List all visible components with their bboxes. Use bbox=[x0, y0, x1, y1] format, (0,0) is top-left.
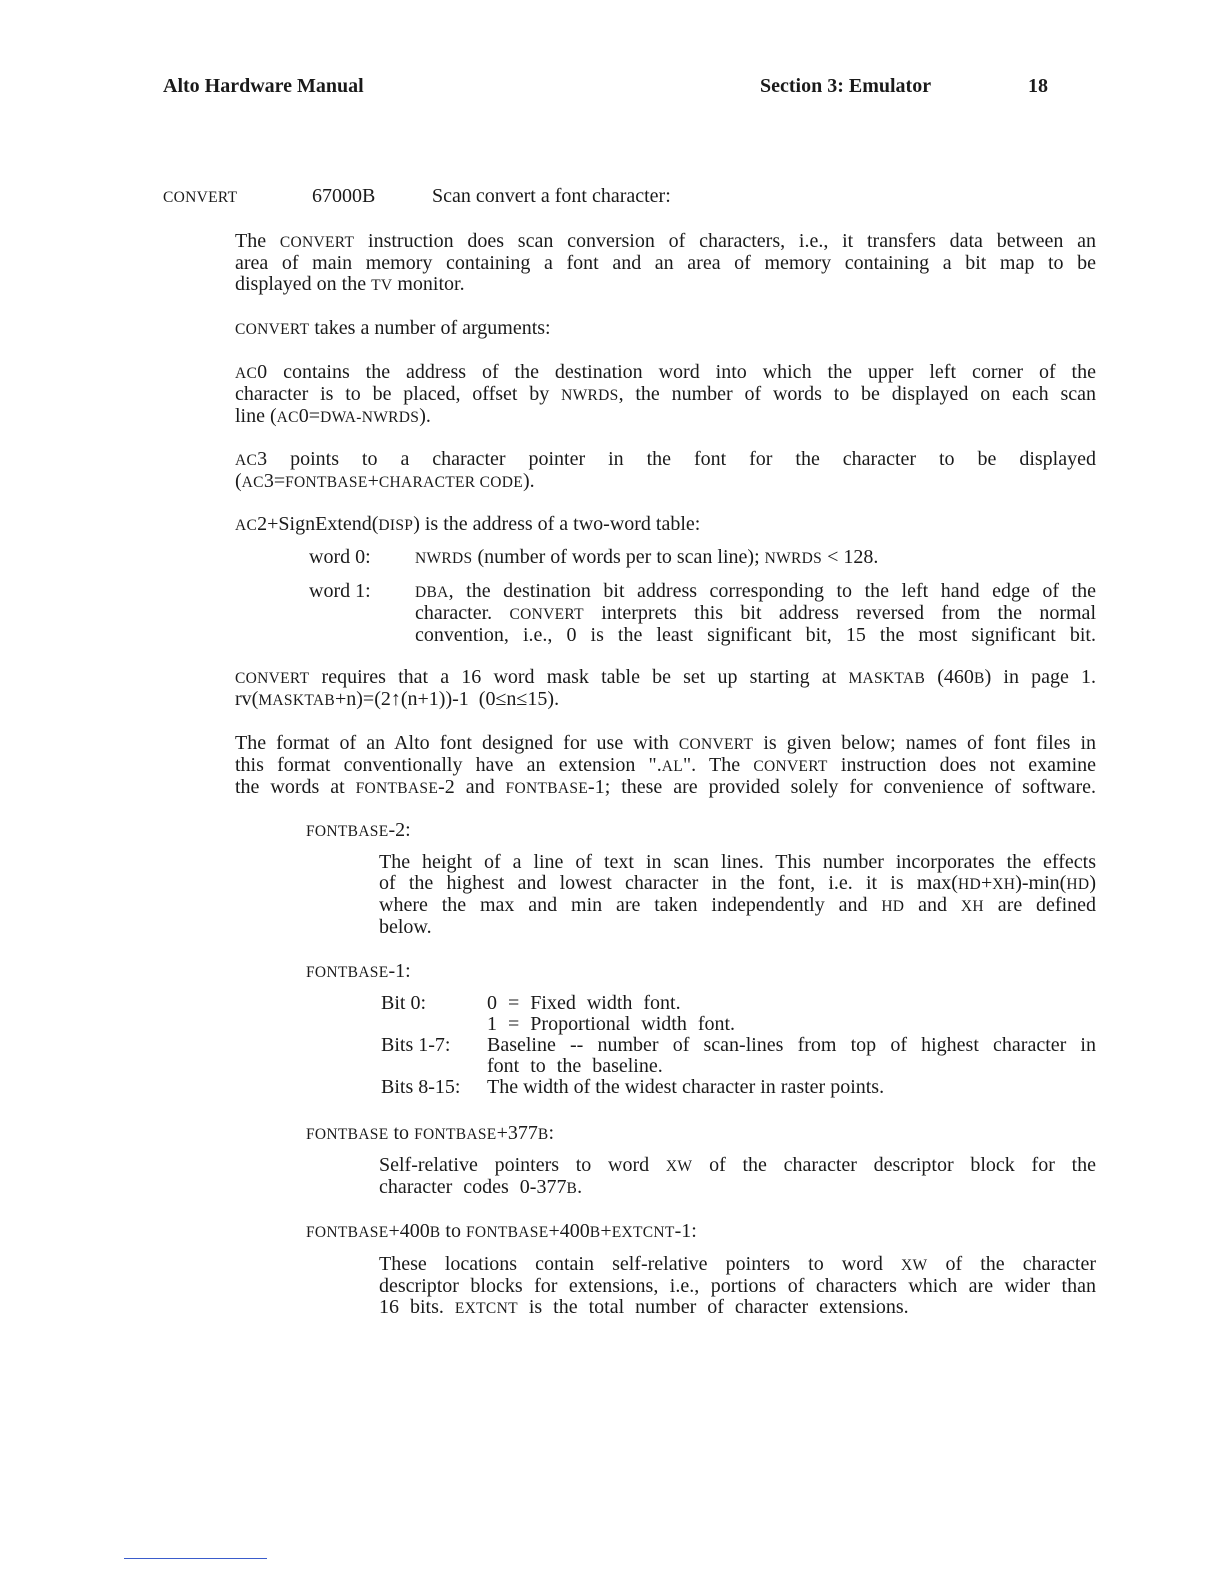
text-line: The CONVERT instruction does scan conversion of characters, i.e., it transfers data between an bbox=[235, 230, 1096, 252]
text-line: The format of an Alto font designed for use with CONVERT is given below; names of font files in bbox=[235, 732, 1097, 754]
text-line: character is to be placed, offset by NWRDS, the number of words to be displayed on each scan bbox=[235, 383, 1096, 405]
text-line: DBA, the destination bit address corresponding to the left hand edge of the bbox=[415, 580, 1096, 602]
text-line: character. CONVERT interprets this bit address reversed from the normal bbox=[415, 602, 1096, 624]
text-line: the words at FONTBASE-2 and FONTBASE-1; these are provided solely for convenience of software. bbox=[235, 776, 1096, 798]
text-line: Self-relative pointers to word XW of the character descriptor block for the bbox=[379, 1154, 1097, 1176]
fontbase-pointers-heading: FONTBASE to FONTBASE+377B: bbox=[306, 1122, 555, 1144]
text-line: of the highest and lowest character in the font, i.e. it is max(HD+XH)-min(HD) bbox=[379, 872, 1096, 894]
fontbase-extensions-heading: FONTBASE+400B to FONTBASE+400B+EXTCNT-1: bbox=[306, 1220, 697, 1242]
text-line: 16 bits. EXTCNT is the total number of character extensions. bbox=[379, 1296, 909, 1318]
bits1-7-description bbox=[487, 1035, 1096, 1077]
text-line: AC3 points to a character pointer in the font for the character to be displayed bbox=[235, 448, 1096, 470]
instruction-code bbox=[312, 186, 375, 207]
text-line: These locations contain self-relative pointers to word XW of the character bbox=[379, 1253, 1096, 1275]
text-line: AC0 contains the address of the destination word into which the upper left corner of the bbox=[235, 361, 1096, 383]
bits8-15-label: Bits 8-15: bbox=[381, 1076, 461, 1098]
paragraph-arguments: CONVERT takes a number of arguments: bbox=[235, 317, 551, 339]
text-line: Baseline -- number of scan-lines from top of highest character in bbox=[487, 1034, 1096, 1056]
paragraph-intro bbox=[235, 231, 1096, 296]
fontbase-minus2-heading: FONTBASE-2: bbox=[306, 819, 411, 841]
fontbase-minus1-heading: FONTBASE-1: bbox=[306, 960, 411, 982]
text-line: 0 = Fixed width font. bbox=[487, 992, 681, 1014]
word1-description bbox=[415, 581, 1096, 646]
word0-label: word 0: bbox=[309, 546, 371, 568]
paragraph-ac0 bbox=[235, 362, 1096, 428]
page-number: 18 bbox=[1028, 75, 1048, 97]
section-title: Section 3: Emulator bbox=[760, 75, 932, 97]
instruction-description: Scan convert a font character: bbox=[432, 185, 671, 207]
instruction-heading bbox=[163, 186, 237, 208]
text-line: The height of a line of text in scan lines. This number incorporates the effects bbox=[379, 851, 1096, 873]
bit0-label: Bit 0: bbox=[381, 992, 427, 1014]
text-line: (AC3=FONTBASE+CHARACTER CODE). bbox=[235, 470, 535, 492]
word0-description: NWRDS (number of words per to scan line); NWRDS < 128. bbox=[415, 546, 879, 568]
text-line: rv(MASKTAB+n)=(2↑(n+1))-1 (0≤n≤15). bbox=[235, 688, 560, 710]
text-line: below. bbox=[379, 916, 432, 938]
word1-label: word 1: bbox=[309, 580, 371, 602]
bits8-15-description: The width of the widest character in raster points. bbox=[487, 1076, 885, 1098]
fontbase-minus2-description bbox=[379, 852, 1096, 938]
text-line: where the max and min are taken independently and HD and XH are defined bbox=[379, 894, 1097, 916]
text-line: this format conventionally have an extension ".AL". The CONVERT instruction does not examine bbox=[235, 754, 1097, 776]
text-line: descriptor blocks for extensions, i.e., portions of characters which are wider than bbox=[379, 1275, 1096, 1297]
paragraph-font-format bbox=[235, 733, 1096, 799]
text-line: font to the baseline. bbox=[487, 1055, 663, 1077]
text-line: convention, i.e., 0 is the least significant bit, 15 the most significant bit. bbox=[415, 624, 1096, 646]
paragraph-ac3 bbox=[235, 449, 1096, 493]
text-line: displayed on the TV monitor. bbox=[235, 273, 465, 295]
fontbase-extensions-description bbox=[379, 1254, 1096, 1319]
text-line: line (AC0=DWA-NWRDS). bbox=[235, 405, 431, 427]
bits1-7-label: Bits 1-7: bbox=[381, 1034, 451, 1056]
instruction-opcode: 67000B bbox=[312, 185, 376, 207]
page-bottom-rule bbox=[124, 1558, 267, 1559]
manual-title: Alto Hardware Manual bbox=[163, 75, 364, 97]
paragraph-ac2: AC2+SignExtend(DISP) is the address of a two-word table: bbox=[235, 513, 701, 535]
text-line: area of main memory containing a font and an area of memory containing a bit map to be bbox=[235, 252, 1096, 274]
fontbase-pointers-description bbox=[379, 1155, 1096, 1199]
paragraph-masktab bbox=[235, 667, 1096, 711]
bit0-values bbox=[487, 993, 735, 1035]
text-line: CONVERT requires that a 16 word mask table be set up starting at MASKTAB (460B) in page 1. bbox=[235, 666, 1097, 688]
text-line: character codes 0-377B. bbox=[379, 1176, 583, 1198]
text-line: 1 = Proportional width font. bbox=[487, 1013, 736, 1035]
instruction-name: CONVERT bbox=[163, 189, 238, 206]
